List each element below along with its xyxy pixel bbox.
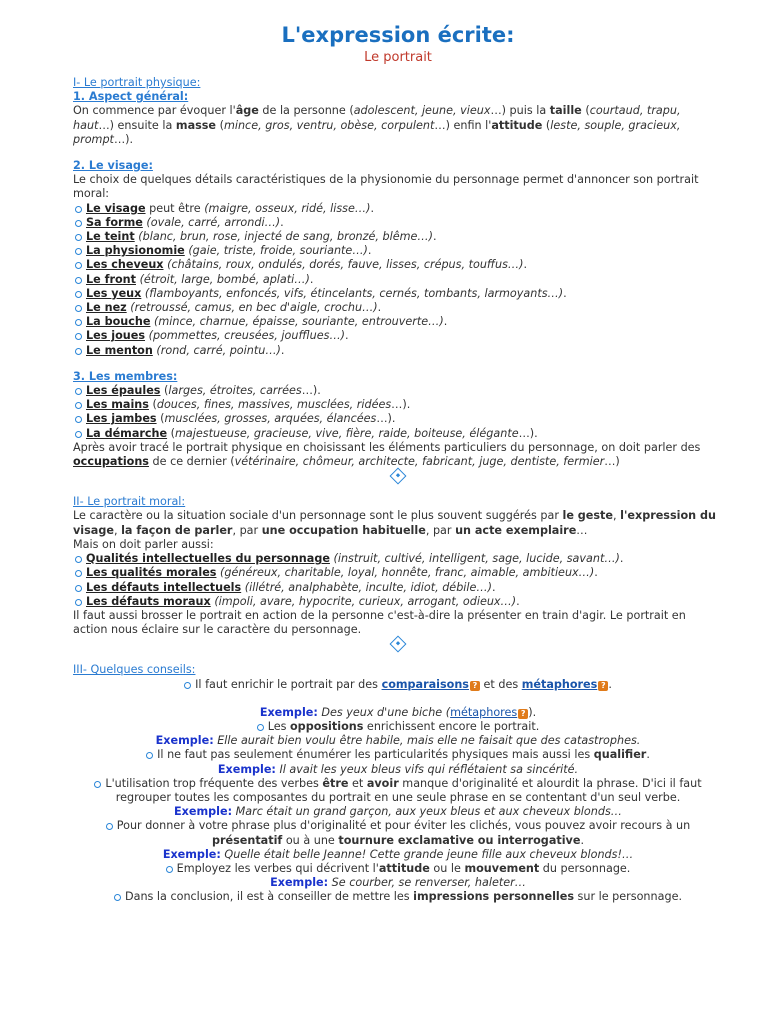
list-item (73, 398, 723, 412)
subheading-membres: 3. Les membres: (73, 369, 178, 383)
list-item (73, 344, 723, 358)
visage-list (73, 202, 723, 358)
list-item (73, 412, 723, 426)
circle-bullet-icon (75, 431, 82, 438)
example-1: Exemple: Des yeux d'une biche (métaphores ? ). (259, 705, 537, 719)
circle-bullet-icon (75, 348, 82, 355)
conseil-verbes: L'utilisation trop fréquente des verbes être et avoir manque d'originalité et alourdit la phrase. D'ici il faut regrouper toutes les composantes du portrait en une seule phrase en se contentant d'un seul verbe. (73, 777, 723, 805)
circle-bullet-icon (75, 248, 82, 255)
list-item-end: . (594, 566, 598, 580)
list-item-end: …). (376, 412, 396, 426)
circle-bullet-icon (75, 416, 82, 423)
list-item-term: Les cheveux (86, 258, 164, 272)
circle-bullet-icon (184, 682, 191, 689)
question-icon[interactable]: ? (518, 709, 528, 719)
list-item-term: Le visage (86, 201, 146, 215)
list-item-description: (ovale, carré, arrondi…) (146, 215, 281, 229)
list-item-description: (rond, carré, pointu…) (156, 343, 281, 357)
metaphores-example-link[interactable]: métaphores (450, 705, 518, 719)
circle-bullet-icon (75, 556, 82, 563)
list-item-description: (instruit, cultivé, intelligent, sage, lucide, savant…) (333, 552, 620, 566)
list-item-description: (retroussé, camus, en bec d'aigle, crochu…) (130, 301, 378, 315)
section-heading-conseils: III- Quelques conseils: (73, 663, 196, 677)
list-item (73, 244, 723, 258)
list-item-description: (châtains, roux, ondulés, dorés, fauve, lisses, crépus, touffus…) (167, 258, 524, 272)
list-item-term: Les qualités morales (86, 566, 217, 580)
moral-paragraph: Le caractère ou la situation sociale d'un personnage sont le plus souvent suggérés par le geste, l'expression du visage, la façon de parler, par une occupation habituelle, par un acte exemplaire… Mais on doit parler aussi: (73, 509, 716, 551)
circle-bullet-icon (75, 599, 82, 606)
list-item-description: douces, fines, massives, musclées, ridées (156, 398, 392, 412)
list-item (73, 273, 723, 287)
circle-bullet-icon (75, 570, 82, 577)
page-title: L'expression écrite: (281, 23, 515, 47)
list-item-end: . (619, 552, 624, 566)
list-item-connector: ( (167, 426, 175, 440)
conseil-originalite: Pour donner à votre phrase plus d'originalité et pour éviter les clichés, vous pouvez avoir recours à un présentatif ou à une tournure exclamative ou interrogative. (73, 819, 723, 847)
metaphores-link[interactable]: métaphores (521, 677, 598, 691)
list-item-term: Qualités intellectuelles du personnage (86, 552, 330, 566)
list-item (73, 329, 723, 343)
list-item-term: Les joues (86, 329, 146, 343)
list-item-end: . (432, 230, 437, 244)
list-item-description: (mince, charnue, épaisse, souriante, entrouverte…) (153, 315, 444, 329)
list-item-term: Les défauts intellectuels (86, 580, 242, 594)
list-item (73, 384, 723, 398)
occupations-paragraph: Après avoir tracé le portrait physique en choisissant les éléments particuliers du personnage, on doit parler des occupations de ce dernier (vétérinaire, chômeur, architecte, fabricant, juge, dentiste, fermier…) (73, 440, 701, 469)
circle-bullet-icon (75, 206, 82, 213)
list-item-connector: ( (156, 412, 165, 426)
list-item-term: Les yeux (86, 286, 142, 300)
list-item-description: larges, étroites, carrées (168, 384, 302, 398)
list-item-term: Les défauts moraux (86, 594, 211, 608)
list-item-end: . (443, 315, 448, 329)
list-item-description: (flamboyants, enfoncés, vifs, étincelants, cernés, tombants, larmoyants…) (144, 286, 564, 300)
example-3: Exemple: Il avait les yeux bleus vifs qui réflétaient sa sincérité. (217, 762, 579, 776)
list-item-end: . (491, 580, 496, 594)
question-icon[interactable]: ? (470, 681, 480, 691)
diamond-nav-icon[interactable] (73, 638, 723, 656)
list-item-end: . (367, 244, 372, 258)
list-item (73, 301, 723, 315)
list-item-end: …). (518, 426, 538, 440)
list-item (73, 595, 723, 609)
list-item-end: . (280, 215, 284, 229)
circle-bullet-icon (94, 781, 101, 788)
list-item-end: . (370, 201, 374, 215)
conseil-conclusion: Dans la conclusion, il est à conseiller de mettre les impressions personnelles sur le personnage. (73, 890, 723, 904)
list-item (73, 258, 723, 272)
circle-bullet-icon (166, 866, 173, 873)
list-item-term: La démarche (86, 426, 168, 440)
action-paragraph: Il faut aussi brosser le portrait en action de la personne c'est-à-dire la présenter en train d'agir. Le portrait en action nous éclaire sur le caractère du personnage. (73, 608, 686, 637)
list-item (73, 202, 723, 216)
list-item-end: . (563, 286, 567, 300)
list-item-connector: ( (160, 384, 169, 398)
list-item-description: (étroit, large, bombé, aplati…) (139, 272, 310, 286)
list-item-term: La physionomie (86, 244, 185, 258)
circle-bullet-icon (75, 388, 82, 395)
visage-intro: Le choix de quelques détails caractéristiques de la physionomie du personnage permet d'annoncer son portrait moral: (73, 173, 699, 201)
list-item-connector: ( (148, 398, 157, 412)
list-item (73, 427, 723, 441)
membres-list (73, 384, 723, 441)
example-4: Exemple: Marc était un grand garçon, aux yeux bleus et aux cheveux blonds… (174, 805, 622, 819)
conseil-qualifier: Il ne faut pas seulement énumérer les particularités physiques mais aussi les qualifier. (73, 748, 723, 762)
list-item-end: …). (391, 398, 411, 412)
circle-bullet-icon (75, 319, 82, 326)
list-item-end: . (345, 329, 349, 343)
list-item (73, 230, 723, 244)
list-item-description: majestueuse, gracieuse, vive, fière, raide, boiteuse, élégante (175, 426, 519, 440)
circle-bullet-icon (75, 333, 82, 340)
list-item-description: musclées, grosses, arquées, élancées (164, 412, 377, 426)
section-heading-physique: I- Le portrait physique: (73, 76, 201, 89)
circle-bullet-icon (106, 823, 113, 830)
moral-list (73, 552, 723, 609)
list-item-description: (pommettes, creusées, joufflues…) (148, 329, 346, 343)
list-item (73, 315, 723, 329)
circle-bullet-icon (257, 724, 264, 731)
subheading-aspect: 1. Aspect général: (73, 90, 189, 104)
subheading-visage: 2. Le visage: (73, 159, 153, 173)
list-item-description: (gaie, triste, froide, souriante…) (188, 244, 368, 258)
list-item-end: . (309, 272, 314, 286)
list-item-description: (blanc, brun, rose, injecté de sang, bronzé, blême…) (138, 230, 433, 244)
list-item (73, 216, 723, 230)
diamond-nav-icon[interactable] (73, 470, 723, 488)
list-item-description: (généreux, charitable, loyal, honnête, franc, aimable, ambitieux…) (220, 566, 595, 580)
list-item-description: (illétré, analphabète, inculte, idiot, débile…) (244, 580, 492, 594)
circle-bullet-icon (75, 262, 82, 269)
conseil-comparaisons: Il faut enrichir le portrait par des comparaisons ? et des métaphores ? . (73, 678, 723, 692)
list-item-term: Les mains (86, 398, 149, 412)
list-item-end: . (516, 594, 520, 608)
list-item-term: Le nez (86, 301, 127, 315)
example-6: Exemple: Se courber, se renverser, haleter… (270, 876, 526, 890)
list-item-end: …). (301, 384, 321, 398)
circle-bullet-icon (75, 585, 82, 592)
circle-bullet-icon (75, 220, 82, 227)
circle-bullet-icon (75, 305, 82, 312)
circle-bullet-icon (75, 291, 82, 298)
list-item (73, 287, 723, 301)
list-item (73, 552, 723, 566)
circle-bullet-icon (114, 894, 121, 901)
list-item-term: Le teint (86, 230, 135, 244)
list-item (73, 566, 723, 580)
conseil-oppositions: Les oppositions enrichissent encore le portrait. (73, 720, 723, 734)
page-subtitle: Le portrait (364, 50, 432, 65)
circle-bullet-icon (75, 402, 82, 409)
list-item-end: . (280, 343, 285, 357)
aspect-paragraph: On commence par évoquer l'âge de la personne (adolescent, jeune, vieux…) puis la taille (courtaud, trapu, haut…) ensuite la masse (mince, gros, ventru, obèse, corpulent…) enfin l'attitude (leste, souple, gracieux, prompt…). (73, 104, 681, 146)
circle-bullet-icon (146, 752, 153, 759)
list-item-end: . (523, 258, 528, 272)
comparaisons-link[interactable]: comparaisons (381, 677, 469, 691)
circle-bullet-icon (75, 234, 82, 241)
example-2: Exemple: Elle aurait bien voulu être habile, mais elle ne faisait que des catastrophes. (155, 734, 641, 748)
list-item-term: Les épaules (86, 384, 161, 398)
list-item-term: Le menton (86, 343, 153, 357)
list-item-term: Sa forme (86, 215, 143, 229)
list-item-term: Le front (86, 272, 136, 286)
section-heading-moral: II- Le portrait moral: (73, 495, 186, 509)
example-5: Exemple: Quelle était belle Jeanne! Cette grande jeune fille aux cheveux blonds!… (162, 847, 634, 861)
circle-bullet-icon (75, 277, 82, 284)
list-item-term: Les jambes (86, 412, 157, 426)
list-item-end: . (377, 301, 382, 315)
question-icon[interactable]: ? (598, 681, 608, 691)
document-page (73, 22, 723, 905)
list-item-term: La bouche (86, 315, 151, 329)
conseil-attitude: Employez les verbes qui décrivent l'attitude ou le mouvement du personnage. (73, 862, 723, 876)
list-item (73, 581, 723, 595)
list-item-description: (impoli, avare, hypocrite, curieux, arrogant, odieux…) (214, 594, 517, 608)
list-item-description: (maigre, osseux, ridé, lisse…) (204, 201, 371, 215)
list-item-connector: peut être (145, 201, 205, 215)
